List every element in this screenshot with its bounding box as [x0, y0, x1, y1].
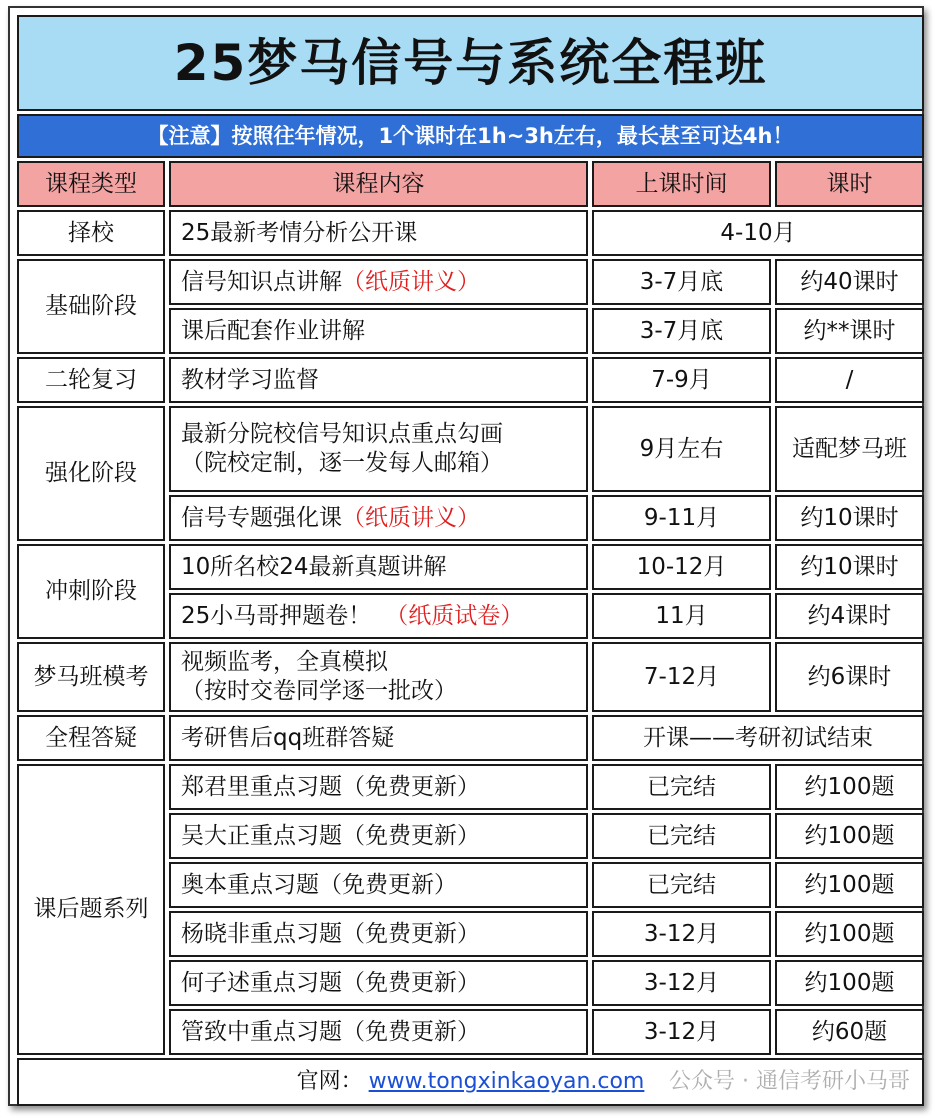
hours-cell: 约60题 — [775, 1009, 924, 1055]
time-cell: 已完结 — [592, 862, 771, 908]
content-cell — [169, 406, 588, 492]
hours-cell: 约**课时 — [775, 308, 924, 354]
type-cell: 择校 — [17, 210, 165, 256]
hours-cell: 约100题 — [775, 764, 924, 810]
time-cell: 9-11月 — [592, 495, 771, 541]
time-cell: 9月左右 — [592, 406, 771, 492]
header-course-type: 课程类型 — [17, 161, 165, 207]
hours-cell: 约10课时 — [775, 495, 924, 541]
time-cell: 已完结 — [592, 764, 771, 810]
hours-cell: 约100题 — [775, 960, 924, 1006]
official-site-link[interactable]: www.tongxinkaoyan.com — [368, 1069, 645, 1095]
hours-cell: 约100题 — [775, 813, 924, 859]
paper-handout-note: （纸质讲义） — [342, 268, 480, 295]
hours-cell: 适配梦马班 — [775, 406, 924, 492]
content-line-2: （院校定制，逐一发每人邮箱） — [181, 450, 503, 476]
time-cell: 7-12月 — [592, 642, 771, 712]
content-cell — [169, 259, 588, 305]
time-cell: 11月 — [592, 593, 771, 639]
content-cell — [169, 642, 588, 712]
time-cell: 3-7月底 — [592, 308, 771, 354]
time-cell: 3-12月 — [592, 911, 771, 957]
content-cell — [169, 593, 588, 639]
time-cell: 开课——考研初试结束 — [592, 715, 924, 761]
hours-cell: 约4课时 — [775, 593, 924, 639]
header-course-content: 课程内容 — [169, 161, 588, 207]
content-cell: 25最新考情分析公开课 — [169, 210, 588, 256]
official-site-label: 官网： — [296, 1069, 363, 1095]
type-cell: 二轮复习 — [17, 357, 165, 403]
time-cell: 4-10月 — [592, 210, 924, 256]
content-cell: 考研售后qq班群答疑 — [169, 715, 588, 761]
content-text: 信号专题强化课 — [181, 504, 342, 531]
notice-banner: 【注意】按照往年情况，1个课时在1h~3h左右，最长甚至可达4h！ — [17, 114, 924, 158]
type-cell: 强化阶段 — [17, 406, 165, 541]
content-cell: 课后配套作业讲解 — [169, 308, 588, 354]
time-cell: 7-9月 — [592, 357, 771, 403]
type-cell: 基础阶段 — [17, 259, 165, 354]
content-cell: 吴大正重点习题（免费更新） — [169, 813, 588, 859]
content-cell: 教材学习监督 — [169, 357, 588, 403]
content-cell: 奥本重点习题（免费更新） — [169, 862, 588, 908]
content-line-2: （按时交卷同学逐一批改） — [181, 678, 457, 704]
time-cell: 3-12月 — [592, 1009, 771, 1055]
type-cell: 全程答疑 — [17, 715, 165, 761]
content-text: 25小马哥押题卷！ — [181, 602, 372, 629]
hours-cell: 约100题 — [775, 911, 924, 957]
header-class-hours: 课时 — [775, 161, 924, 207]
time-cell: 3-7月底 — [592, 259, 771, 305]
time-cell: 已完结 — [592, 813, 771, 859]
type-cell: 梦马班模考 — [17, 642, 165, 712]
course-table — [17, 15, 920, 1099]
paper-handout-note: （纸质讲义） — [342, 504, 480, 531]
content-line-1: 最新分院校信号知识点重点勾画 — [181, 421, 503, 448]
type-cell: 冲刺阶段 — [17, 544, 165, 639]
hours-cell: 约10课时 — [775, 544, 924, 590]
content-cell: 管致中重点习题（免费更新） — [169, 1009, 588, 1055]
footer — [17, 1058, 924, 1106]
type-cell: 课后题系列 — [17, 764, 165, 1055]
content-line-1: 视频监考，全真模拟 — [181, 649, 388, 676]
time-cell: 10-12月 — [592, 544, 771, 590]
hours-cell: 约6课时 — [775, 642, 924, 712]
content-cell: 郑君里重点习题（免费更新） — [169, 764, 588, 810]
paper-exam-note: （纸质试卷） — [385, 602, 524, 629]
content-cell: 何子述重点习题（免费更新） — [169, 960, 588, 1006]
content-cell: 10所名校24最新真题讲解 — [169, 544, 588, 590]
content-cell: 杨晓非重点习题（免费更新） — [169, 911, 588, 957]
header-class-time: 上课时间 — [592, 161, 771, 207]
wechat-watermark: 公众号 · 通信考研小马哥 — [669, 1069, 910, 1094]
content-text: 信号知识点讲解 — [181, 268, 342, 295]
time-cell: 3-12月 — [592, 960, 771, 1006]
hours-cell: 约100题 — [775, 862, 924, 908]
hours-cell: 约40课时 — [775, 259, 924, 305]
content-cell — [169, 495, 588, 541]
page-title: 25梦马信号与系统全程班 — [17, 15, 924, 111]
hours-cell: / — [775, 357, 924, 403]
